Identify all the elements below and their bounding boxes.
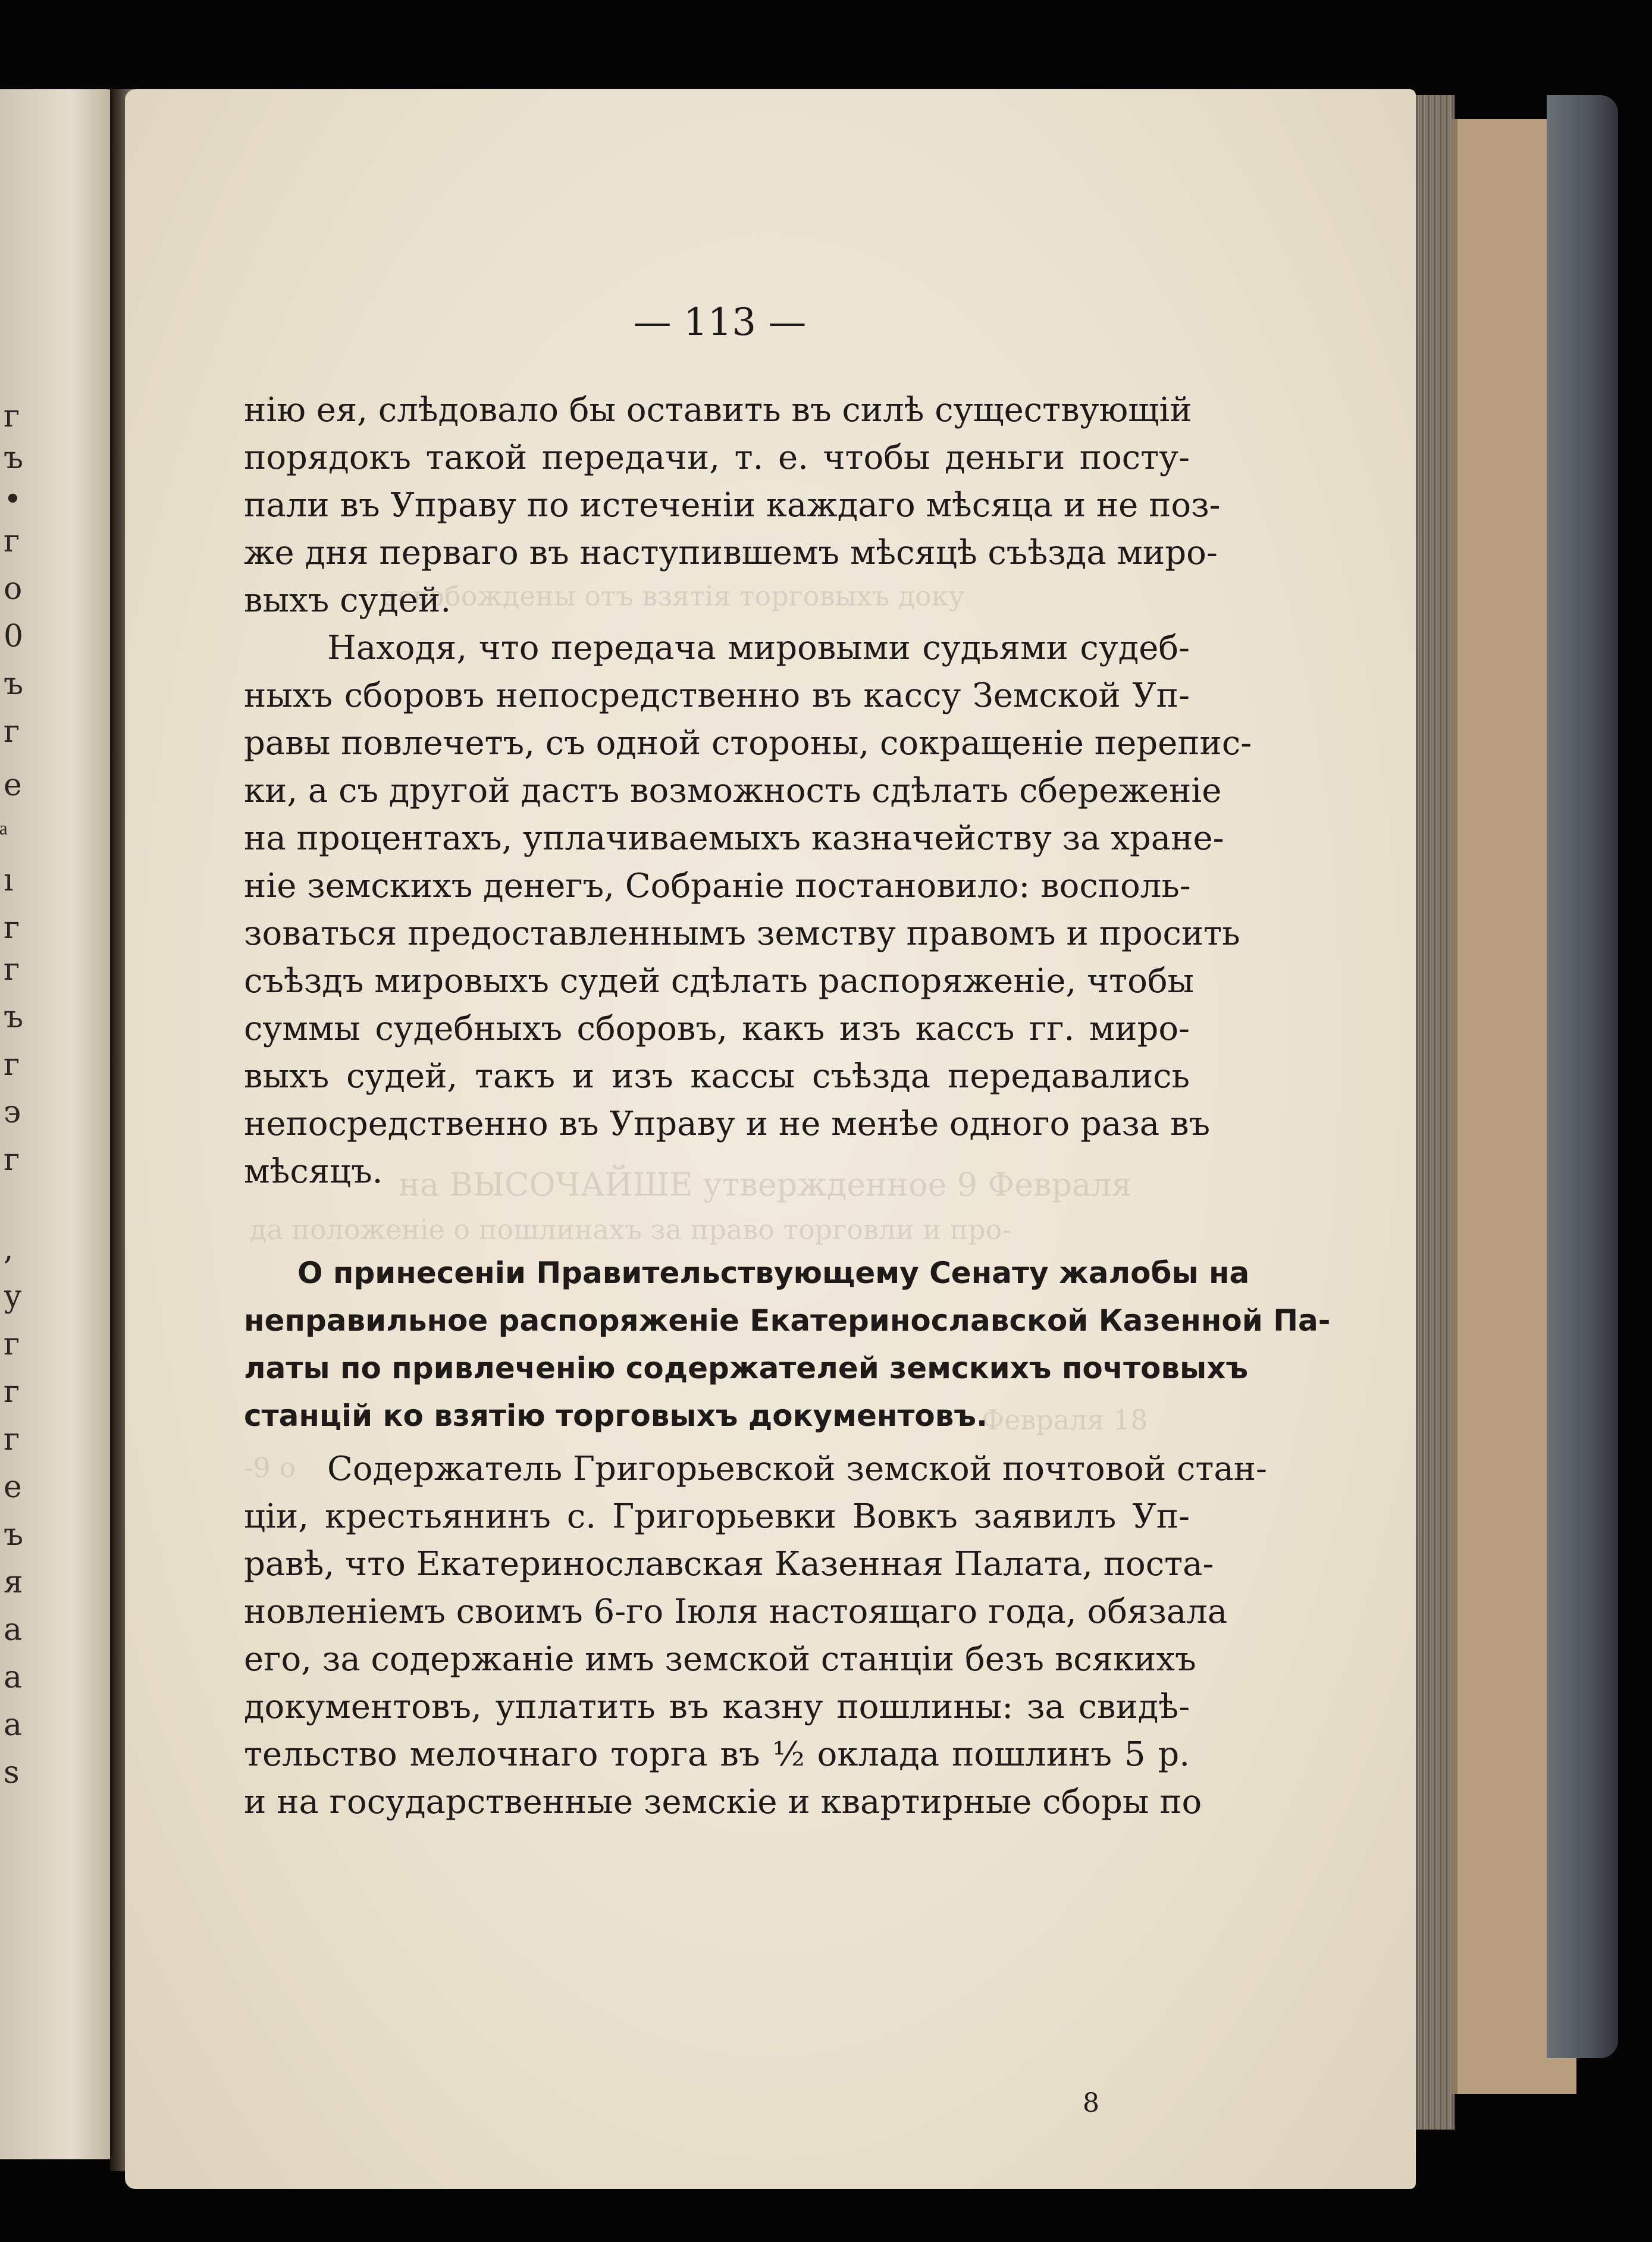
text-line: мѣсяцъ.	[244, 1152, 383, 1191]
bleed-through-text: -9 о	[244, 1451, 296, 1484]
prev-fragment: г	[4, 910, 20, 946]
prev-fragment: ъ	[4, 999, 24, 1035]
text-line: непосредственно въ Управу и не менѣе одного раза въ	[244, 1105, 1211, 1143]
section-heading-line: латы по привлеченію содержателей земскихъ почтовыхъ	[244, 1351, 1249, 1385]
text-line: документовъ, уплатить въ казну пошлины: за свидѣ-	[244, 1688, 1190, 1726]
prev-fragment: г	[4, 399, 20, 434]
text-line: порядокъ такой передачи, т. е. чтобы деньги посту-	[244, 438, 1190, 477]
prev-fragment: г	[4, 1142, 20, 1178]
text-line: его, за содержаніе имъ земской станціи безъ всякихъ	[244, 1640, 1196, 1679]
bleed-through-text: освобождены отъ взятія торговыхъ доку	[381, 580, 965, 612]
text-line: ціи, крестьянинъ с. Григорьевки Вовкъ заявилъ Уп-	[244, 1497, 1190, 1536]
text-line: выхъ судей, такъ и изъ кассы съѣзда передавались	[244, 1057, 1190, 1096]
prev-fragment: •	[4, 482, 22, 518]
prev-fragment: е	[4, 767, 22, 803]
prev-fragment: а	[4, 1612, 23, 1648]
text-line: ніе земскихъ денегъ, Собраніе постановило: восполь-	[244, 867, 1191, 905]
section-heading-line: неправильное распоряженіе Екатеринославской Казенной Па-	[244, 1303, 1331, 1338]
text-line: съѣздъ мировыхъ судей сдѣлать распоряженіе, чтобы	[244, 962, 1195, 1001]
page-stack-edge	[1413, 95, 1454, 2130]
previous-page-text-fragments	[0, 89, 36, 2159]
prev-fragment: г	[4, 714, 20, 750]
prev-fragment: о	[4, 571, 23, 607]
text-line: равы повлечетъ, съ одной стороны, сокращеніе перепис-	[244, 724, 1252, 763]
prev-fragment: ъ	[4, 440, 24, 476]
prev-fragment: ъ	[4, 666, 24, 702]
prev-fragment: г	[4, 1327, 20, 1362]
text-line: суммы судебныхъ сборовъ, какъ изъ кассъ гг. миро-	[244, 1009, 1190, 1048]
prev-fragment: г	[4, 1047, 20, 1083]
book-cover	[1547, 95, 1618, 2058]
text-line: же дня перваго въ наступившемъ мѣсяцѣ съѣзда миро-	[244, 534, 1218, 572]
text-line: равѣ, что Екатеринославская Казенная Палата, поста-	[244, 1545, 1214, 1583]
prev-fragment: ı	[4, 863, 14, 898]
text-line: ки, а съ другой дастъ возможность сдѣлать сбереженіе	[244, 772, 1222, 810]
prev-fragment: г	[4, 1422, 20, 1457]
text-line: новленіемъ своимъ 6-го Іюля настоящаго года, обязала	[244, 1592, 1228, 1631]
bleed-through-text: на ВЫСОЧАЙШЕ утвержденное 9 Февраля	[399, 1166, 1132, 1203]
paragraph-first-line: Находя, что передача мировыми судьями судеб-	[327, 629, 1190, 667]
prev-fragment: ,	[4, 1231, 14, 1267]
text-line: пали въ Управу по истеченіи каждаго мѣсяца и не поз-	[244, 486, 1221, 525]
prev-fragment: е	[4, 1469, 22, 1505]
text-line: и на государственные земскіе и квартирные сборы по	[244, 1783, 1202, 1821]
prev-fragment: я	[4, 1564, 23, 1600]
prev-fragment: у	[4, 1279, 22, 1315]
paragraph-first-line: Содержатель Григорьевской земской почтовой стан-	[327, 1450, 1267, 1488]
section-heading-line: станцій ко взятію торговыхъ документовъ.	[244, 1398, 988, 1433]
prev-fragment: г	[4, 952, 20, 987]
prev-fragment: э	[4, 1095, 21, 1130]
prev-fragment: г	[4, 1374, 20, 1410]
prev-fragment: г	[4, 523, 20, 559]
text-line: нію ея, слѣдовало бы оставить въ силѣ существующій	[244, 391, 1192, 429]
bleed-through-text: да положеніе о пошлинахъ за право торговли и про-	[250, 1213, 1011, 1246]
text-line: тельство мелочнаго торга въ ½ оклада пошлинъ 5 р.	[244, 1735, 1190, 1774]
previous-page-edge	[0, 89, 119, 2159]
prev-fragment: 0	[4, 619, 24, 654]
signature-mark: 8	[1083, 2088, 1099, 2118]
page-number: — 113 —	[633, 300, 807, 344]
text-line: выхъ судей.	[244, 581, 452, 620]
bleed-through-text: Февраля 18	[982, 1404, 1148, 1436]
section-heading-line: О принесеніи Правительствующему Сенату жалобы на	[297, 1256, 1250, 1290]
text-line: на процентахъ, уплачиваемыхъ казначейству за хране-	[244, 819, 1224, 858]
text-line: ныхъ сборовъ непосредственно въ кассу Земской Уп-	[244, 676, 1190, 715]
prev-fragment: s	[4, 1755, 20, 1791]
prev-fragment: ъ	[4, 1517, 24, 1553]
text-line: зоваться предоставленнымъ земству правомъ и просить	[244, 914, 1240, 953]
prev-fragment: а	[4, 1707, 23, 1743]
prev-fragment: а	[4, 1660, 23, 1695]
